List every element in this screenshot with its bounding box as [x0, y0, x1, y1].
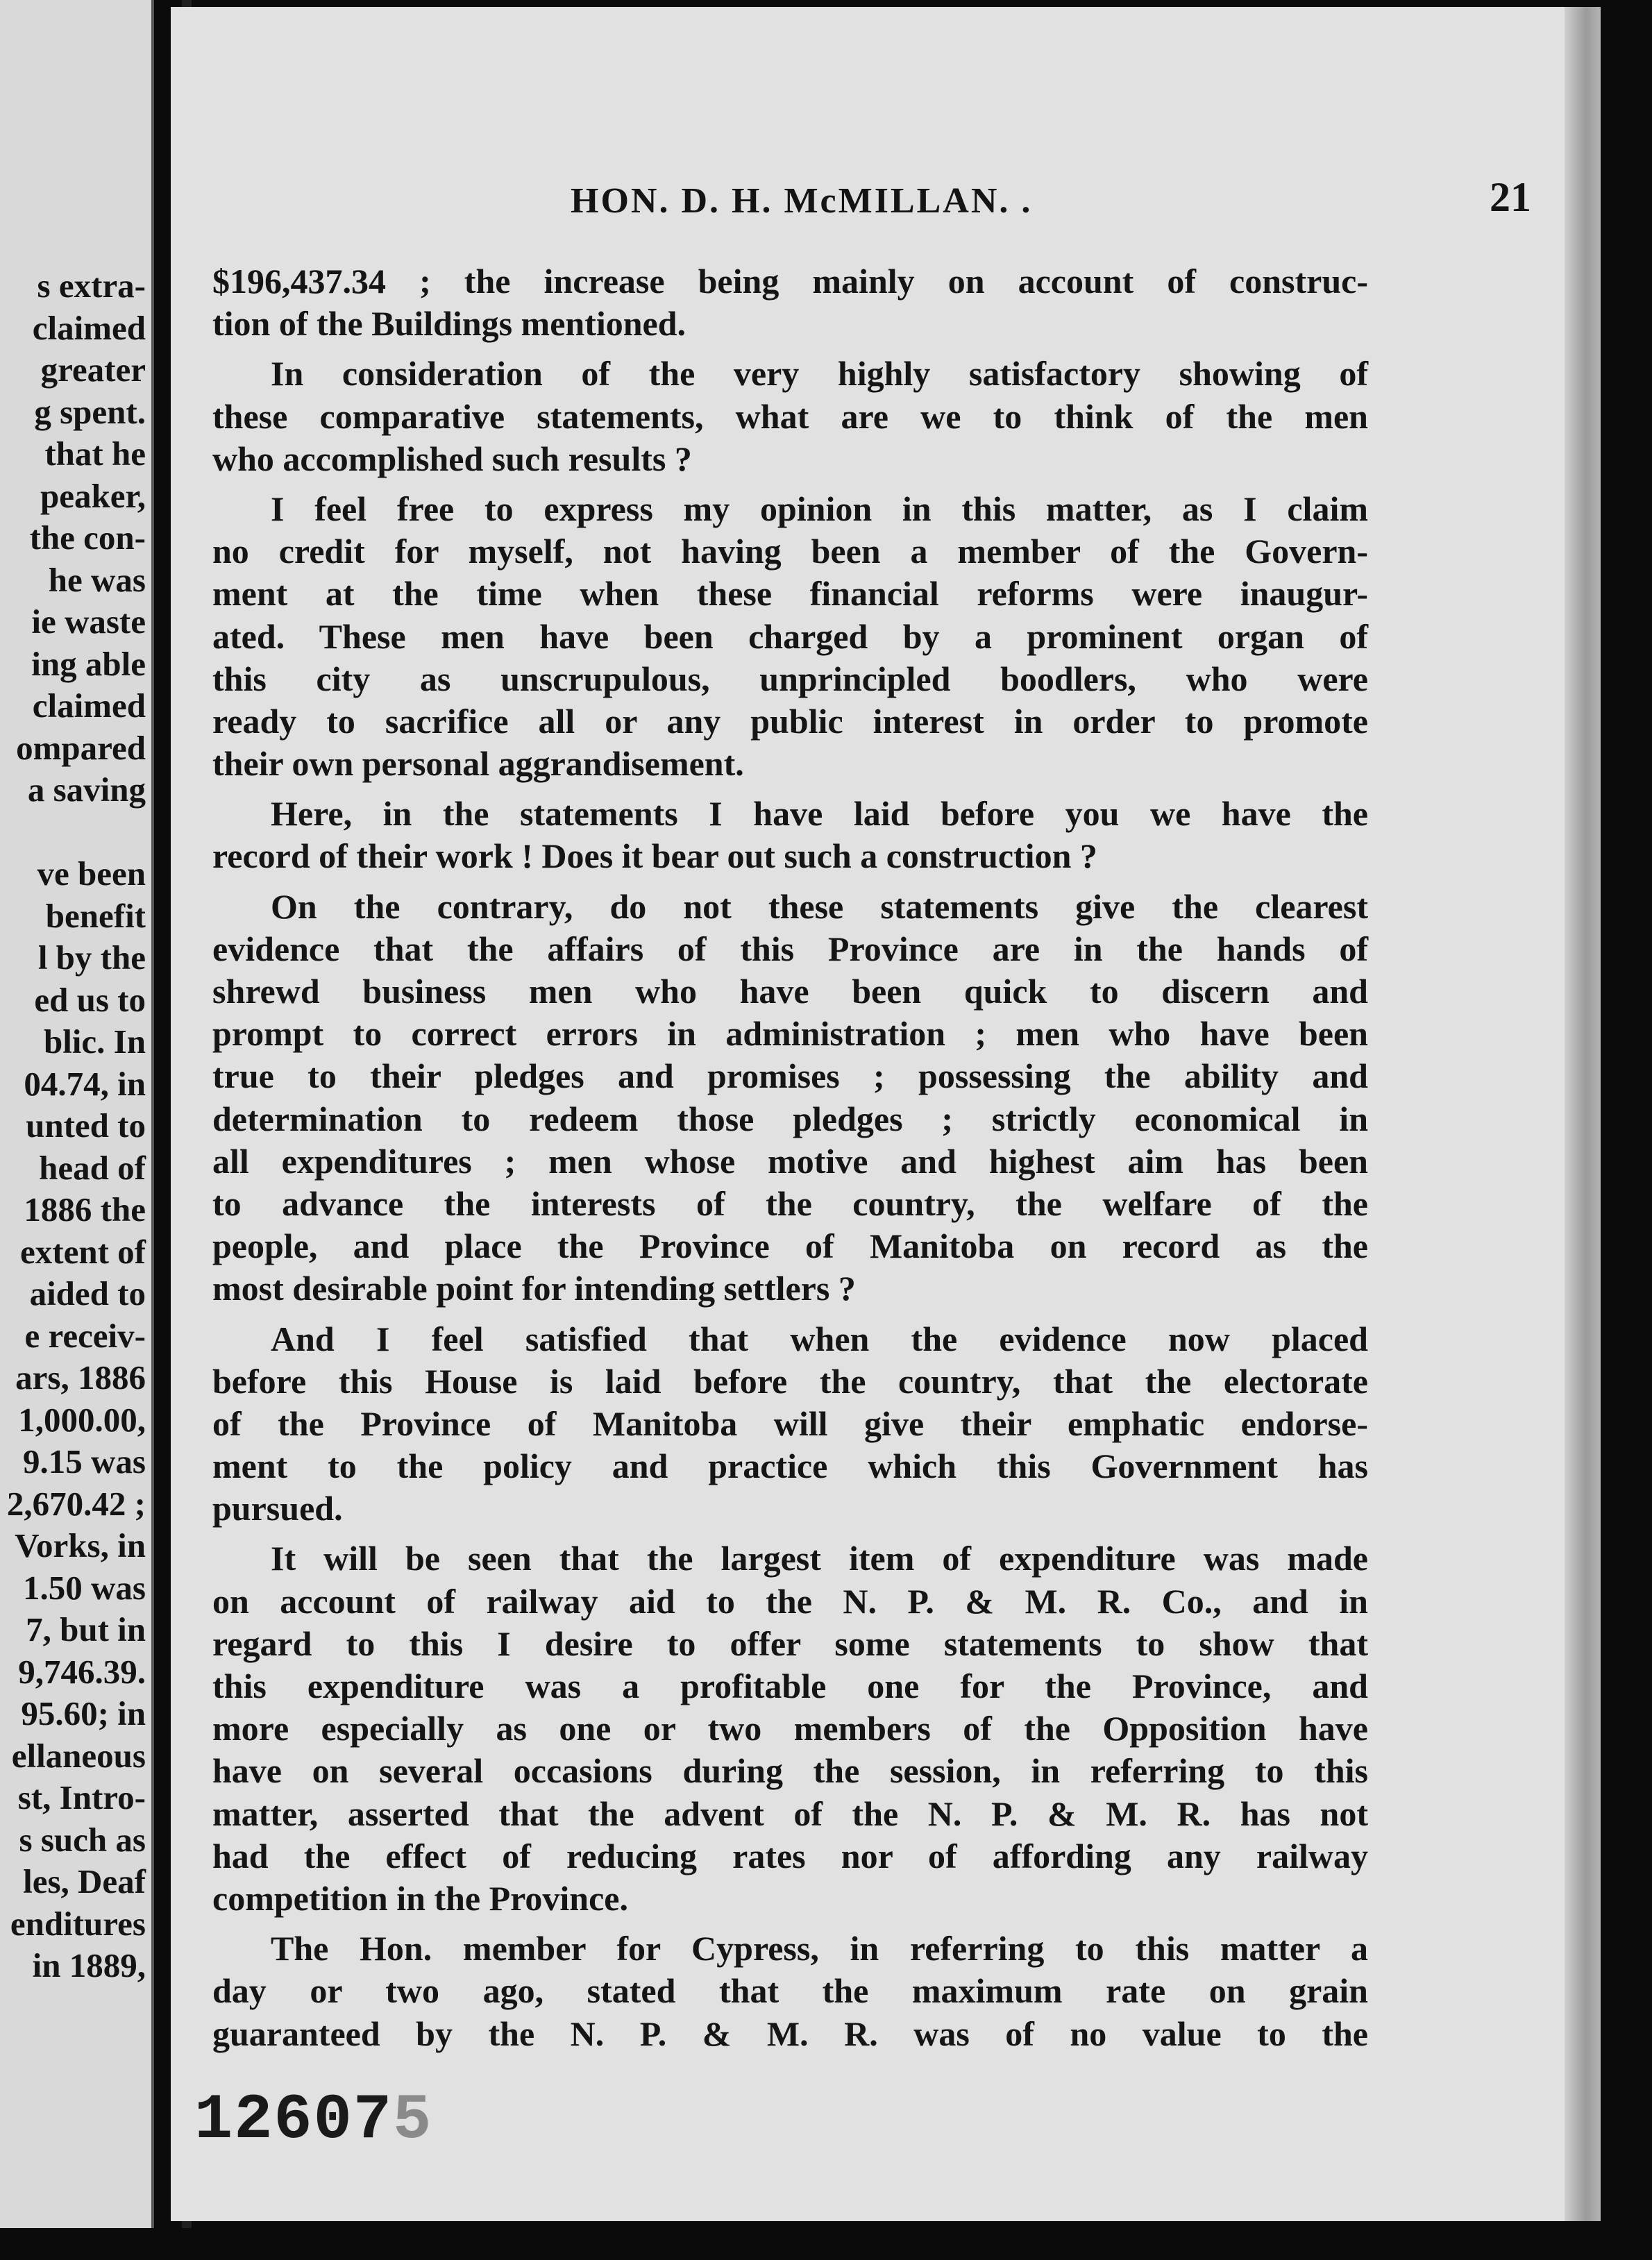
left-page-line: 1.50 was — [23, 1568, 146, 1607]
left-page-line: a saving — [27, 770, 146, 809]
text-line: Here, in the statements I have laid before you we have the — [271, 794, 1368, 834]
catalog-stamp-number — [194, 2084, 432, 2157]
text-line: matter, asserted that the advent of the N. P. & M. R. has not — [212, 1794, 1368, 1833]
text-line: day or two ago, stated that the maximum rate on grain — [212, 1971, 1368, 2011]
left-page-line: l by the — [37, 938, 146, 977]
left-page-line: benefit — [45, 896, 146, 935]
left-page-line: enditures — [10, 1904, 146, 1943]
left-page-line — [0, 811, 146, 854]
text-line: ment at the time when these financial reforms were inaugur- — [212, 574, 1368, 614]
text-line: true to their pledges and promises ; possessing the ability and — [212, 1056, 1368, 1096]
text-line: more especially as one or two members of the Opposition have — [212, 1709, 1368, 1748]
text-line: evidence that the affairs of this Province are in the hands of — [212, 929, 1368, 968]
text-line: The Hon. member for Cypress, in referring to this matter a — [271, 1929, 1368, 1968]
stamp-digits: 12607 — [194, 2084, 394, 2157]
left-page-line: 95.60; in — [21, 1694, 146, 1732]
text-line: people, and place the Province of Manitoba on record as the — [212, 1226, 1368, 1266]
left-page-text — [0, 265, 146, 1987]
left-page-line: 04.74, in — [24, 1064, 146, 1103]
text-line: this city as unscrupulous, unprincipled boodlers, who were — [212, 659, 1368, 698]
left-page-line: the con- — [29, 518, 146, 557]
left-page-line: extent of — [20, 1232, 146, 1271]
running-head-title: HON. D. H. McMILLAN. . — [571, 181, 1033, 221]
left-page-line: ompared — [16, 728, 146, 767]
left-page-line: unted to — [26, 1106, 146, 1145]
left-page-line: peaker, — [40, 476, 146, 515]
text-line: It will be seen that the largest item of expenditure was made — [271, 1539, 1368, 1578]
left-page-line: st, Intro- — [17, 1778, 146, 1816]
left-page-line: 9.15 was — [23, 1442, 146, 1481]
left-page-line: that he — [44, 435, 146, 473]
left-page-line: 9,746.39. — [18, 1652, 146, 1691]
left-page-line: ars, 1886 — [15, 1358, 146, 1397]
text-line: have on several occasions during the session, in referring to this — [212, 1751, 1368, 1791]
main-page — [171, 7, 1601, 2221]
text-line: record of their work ! Does it bear out such a construction ? — [212, 836, 1097, 876]
left-page-line: les, Deaf — [23, 1862, 146, 1900]
paragraph — [212, 1537, 1368, 1920]
text-line: before this House is laid before the country, that the electorate — [212, 1361, 1368, 1401]
text-line: these comparative statements, what are we to think of the men — [212, 396, 1368, 436]
text-line: no credit for myself, not having been a member of the Govern- — [212, 532, 1368, 571]
text-line: this expenditure was a profitable one for the Province, and — [212, 1667, 1368, 1705]
text-line: prompt to correct errors in administration ; men who have been — [212, 1014, 1368, 1054]
text-line: And I feel satisfied that when the evidence now placed — [271, 1319, 1368, 1358]
text-line: $196,437.34 ; the increase being mainly on account of construc- — [212, 262, 1368, 301]
text-line: On the contrary, do not these statements give the clearest — [271, 886, 1368, 926]
left-page-line: 2,670.42 ; — [6, 1484, 146, 1523]
text-line: most desirable point for intending settlers ? — [212, 1269, 856, 1308]
left-page-line: s such as — [19, 1820, 146, 1859]
left-page-line: 7, but in — [26, 1610, 146, 1648]
left-page-line: g spent. — [34, 392, 146, 431]
text-line: tion of the Buildings mentioned. — [212, 304, 686, 344]
page-edge-shadow — [1565, 7, 1601, 2221]
text-line: In consideration of the very highly satisfactory showing of — [271, 354, 1368, 394]
stamp-faint-digit: 5 — [393, 2084, 433, 2157]
left-page-line: blic. In — [43, 1022, 146, 1061]
text-line: shrewd business men who have been quick to discern and — [212, 972, 1368, 1011]
paragraph — [212, 260, 1368, 345]
left-page-line: he was — [48, 560, 146, 599]
text-line: determination to redeem those pledges ; strictly economical in — [212, 1099, 1368, 1138]
left-page-line: in 1889, — [32, 1946, 146, 1984]
text-line: guaranteed by the N. P. & M. R. was of no value to the — [212, 2014, 1368, 2053]
left-page-line: greater — [40, 351, 146, 389]
text-line: regard to this I desire to offer some statements to show that — [212, 1624, 1368, 1663]
paragraph — [212, 488, 1368, 785]
text-line: on account of railway aid to the N. P. & M. R. Co., and in — [212, 1581, 1368, 1621]
text-line: ated. These men have been charged by a prominent organ of — [212, 616, 1368, 656]
left-page-line: s extra- — [37, 267, 146, 305]
left-page-line: e receiv- — [24, 1316, 146, 1355]
left-facing-page — [0, 0, 154, 2228]
left-page-line: Vorks, in — [15, 1526, 146, 1565]
left-page-line: ie waste — [31, 602, 146, 641]
left-page-line: 1886 the — [24, 1190, 146, 1229]
left-page-line: claimed — [32, 308, 146, 347]
left-page-line: claimed — [32, 686, 146, 725]
text-line: pursued. — [212, 1489, 343, 1528]
body-text — [212, 260, 1368, 2055]
left-page-line: aided to — [29, 1274, 146, 1313]
text-line: ment to the policy and practice which this Government has — [212, 1447, 1368, 1486]
left-page-line: ed us to — [34, 980, 146, 1019]
left-page-line: ve been — [37, 854, 146, 893]
left-page-line: head of — [39, 1148, 146, 1187]
paragraph — [212, 886, 1368, 1310]
paragraph — [212, 1928, 1368, 2055]
paragraph — [212, 793, 1368, 877]
page-number: 21 — [1490, 174, 1531, 220]
text-line: competition in the Province. — [212, 1878, 628, 1918]
text-line: who accomplished such results ? — [212, 439, 692, 478]
running-head — [171, 174, 1531, 229]
text-line: of the Province of Manitoba will give their emphatic endorse- — [212, 1403, 1368, 1443]
paragraph — [212, 353, 1368, 480]
left-page-line: ing able — [31, 644, 146, 683]
text-line: I feel free to express my opinion in this matter, as I claim — [271, 489, 1368, 528]
paragraph — [212, 1318, 1368, 1530]
text-line: all expenditures ; men whose motive and highest aim has been — [212, 1141, 1368, 1181]
text-line: their own personal aggrandisement. — [212, 744, 744, 784]
scan-border-bottom — [0, 2228, 1652, 2260]
text-line: had the effect of reducing rates nor of affording any railway — [212, 1836, 1368, 1875]
text-line: ready to sacrifice all or any public interest in order to promote — [212, 701, 1368, 741]
text-line: to advance the interests of the country, the welfare of the — [212, 1183, 1368, 1223]
left-page-line: ellaneous — [11, 1736, 146, 1775]
left-page-line: 1,000.00, — [18, 1400, 146, 1439]
